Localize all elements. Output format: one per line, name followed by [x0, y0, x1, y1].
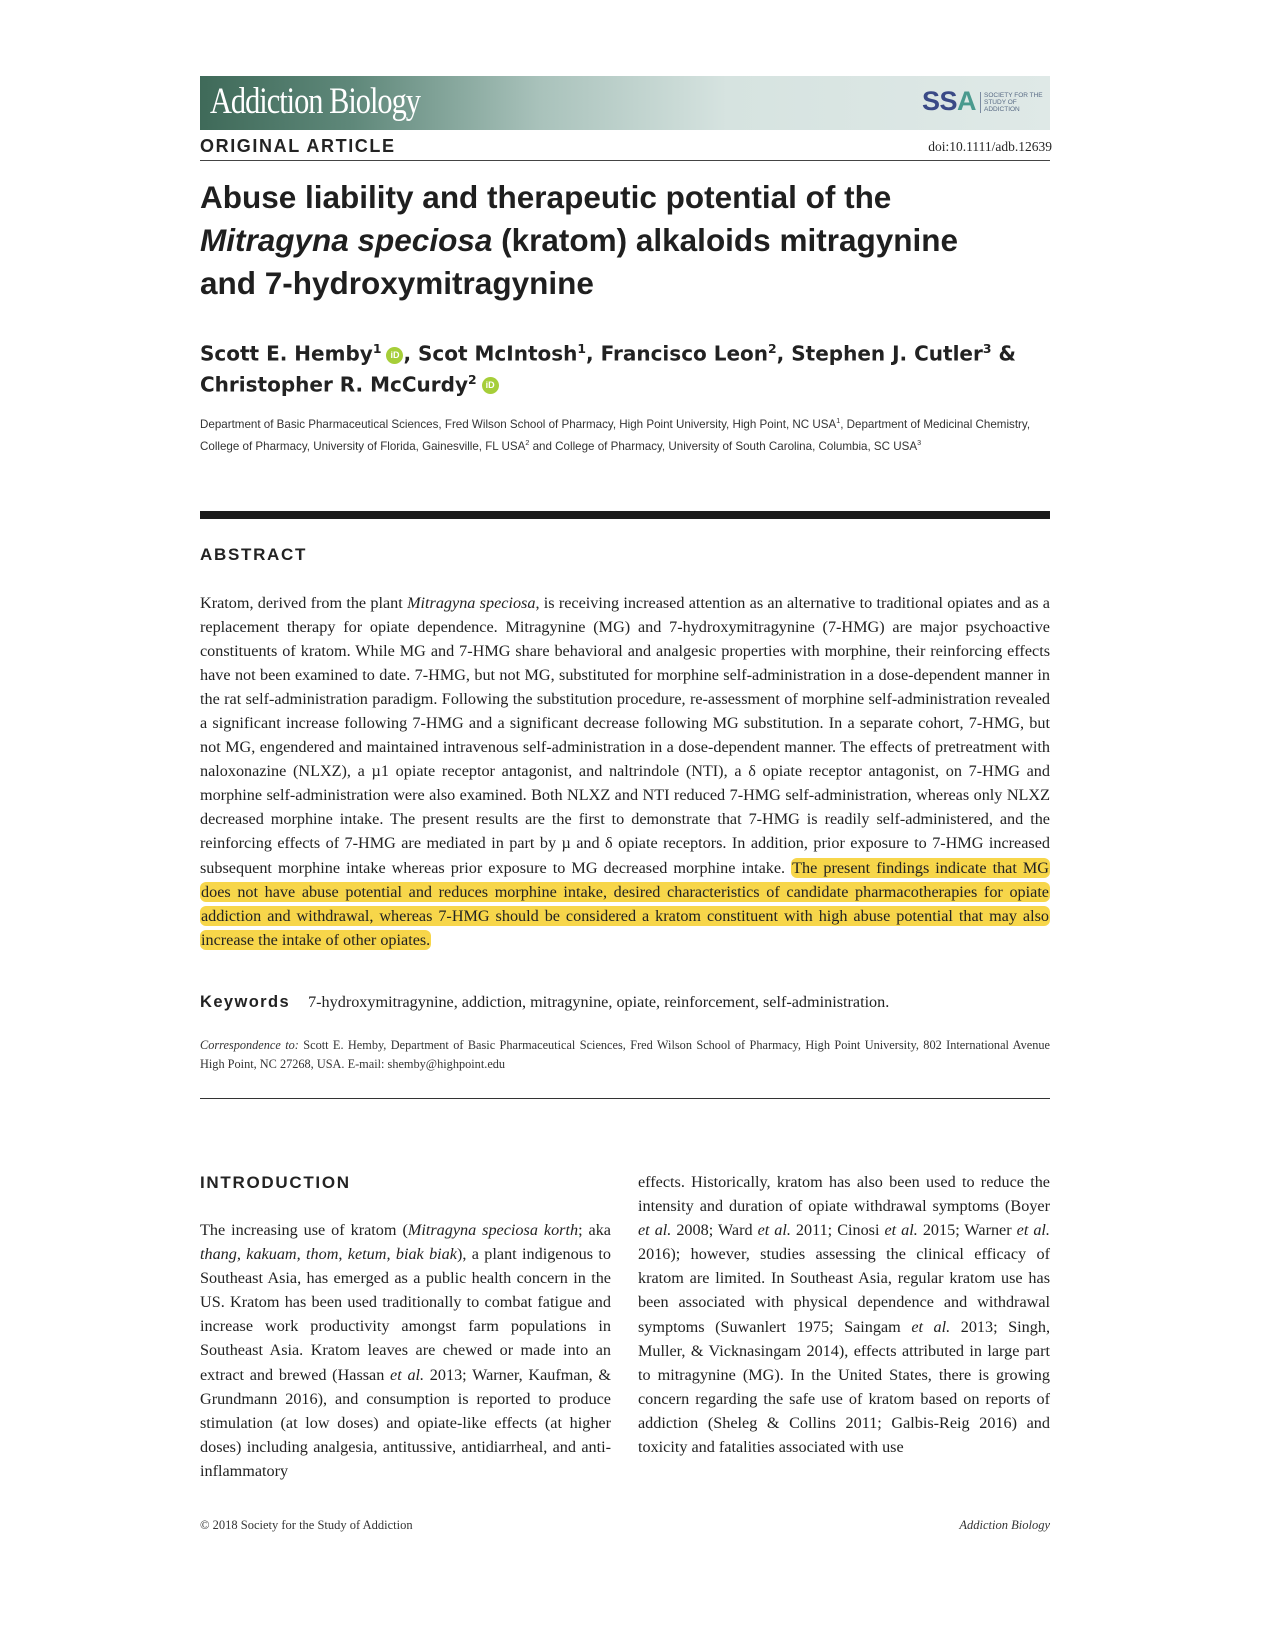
keywords	[200, 993, 1050, 1012]
body-text: ), a plant indigenous to Southeast Asia, has emerged as a public health concern in the US. Kratom has been used traditionally to combat fatigue and increase work productivity amongst farm populations in Southeast Asia. Kratom leaves are chewed or made into an extract and brewed (Hassan	[200, 1245, 611, 1384]
body-italic: Mitragyna speciosa korth	[407, 1221, 579, 1239]
orcid-icon[interactable]: iD	[482, 377, 499, 394]
affiliations	[200, 412, 1052, 457]
author-affiliation-mark: 1	[577, 341, 587, 356]
title-species: Mitragyna speciosa	[200, 222, 493, 258]
abstract-text-part: , is receiving increased attention as an alternative to traditional opiates and as a replacement therapy for opiate dependence. Mitragynine (MG) and 7-hydroxymitragynine (7-HMG) are major psychoactive constituents of kratom. While MG and 7-HMG share behavioral and analgesic properties with morphine, their reinforcing effects have not been examined to date. 7-HMG, but not MG, substituted for morphine self-administration in a dose-dependent manner in the rat self-administration paradigm. Following the substitution procedure, re-assessment of morphine self-administration revealed a significant increase following 7-HMG and a significant decrease following MG substitution. In a separate cohort, 7-HMG, but not MG, engendered and maintained intravenous self-administration in a dose-dependent manner. The effects of pretreatment with naloxonazine (NLXZ), a µ1 opiate receptor antagonist, and naltrindole (NTI), a δ opiate receptor antagonist, on 7-HMG and morphine self-administration were also examined. Both NLXZ and NTI reduced 7-HMG self-administration, whereas only NLXZ decreased morphine intake. The present results are the first to demonstrate that 7-HMG is readily self-administered, and the reinforcing effects of 7-HMG are mediated in part by µ and δ opiate receptors. In addition, prior exposure to 7-HMG increased subsequent morphine intake whereas prior exposure to MG decreased morphine intake.	[200, 594, 1050, 877]
title-line-1: Abuse liability and therapeutic potential of the	[200, 179, 892, 215]
footer-journal: Addiction Biology	[959, 1518, 1050, 1532]
article-title	[200, 176, 1050, 305]
affiliation-mark: 2	[525, 438, 530, 448]
body-italic: et al.	[390, 1365, 425, 1384]
doi: doi:10.1111/adb.12639	[928, 139, 1052, 154]
body-text: ; aka	[578, 1221, 611, 1239]
body-italic: et al.	[1016, 1221, 1050, 1240]
footer-copyright: © 2018 Society for the Study of Addiction	[200, 1518, 413, 1532]
body-italic: et al.	[757, 1221, 791, 1240]
orcid-icon[interactable]: iD	[386, 347, 403, 364]
author-name[interactable]: Christopher R. McCurdy	[200, 372, 469, 397]
introduction-column-right	[638, 1170, 1050, 1459]
body-text: The increasing use of kratom (	[200, 1221, 408, 1239]
ssa-logo-letters: SSA	[922, 86, 977, 116]
abstract-divider	[200, 511, 1050, 519]
abstract-species: Mitragyna speciosa	[407, 594, 536, 612]
keywords-text: 7-hydroxymitragynine, addiction, mitragynine, opiate, reinforcement, self-administration.	[308, 993, 890, 1011]
introduction-heading: INTRODUCTION	[200, 1173, 351, 1192]
ssa-logo-letter: A	[957, 86, 977, 116]
author-affiliation-mark: 2	[768, 341, 777, 356]
author-name[interactable]: Scott E. Hemby	[200, 341, 373, 366]
affiliation-text: , Department of Medicinal Chemistry, College of Pharmacy, University of Florida, Gainesville, FL USA	[200, 417, 1031, 454]
ssa-logo	[922, 86, 1042, 120]
affiliation-mark: 1	[836, 416, 841, 425]
author-list: Scott E. Hemby$^1$ iD , Scot McIntosh$^1$, Francisco Leon$^2$, Stephen J. Cutler$^3$ & Christopher R. McCurdy$^2$ iD	[200, 341, 1016, 397]
abstract-text	[200, 591, 1050, 952]
abstract-highlight: The present findings indicate that MG does not have abuse potential and reduces morphine intake, desired characteristics of candidate pharmacotherapies for opiate addiction and withdrawal, whereas 7-HMG should be considered a kratom constituent with high abuse potential that may also increase the intake of other opiates.	[201, 858, 1050, 949]
abstract-heading: ABSTRACT	[200, 545, 308, 564]
author-affiliation-mark: 2	[468, 371, 477, 387]
correspondence	[200, 1036, 1050, 1074]
affiliation-text: Department of Basic Pharmaceutical Sciences, Fred Wilson School of Pharmacy, High Point University, High Point, NC USA	[200, 417, 837, 431]
keywords-label: Keywords	[200, 993, 291, 1011]
journal-name: Addiction Biology	[210, 81, 420, 122]
abstract-text-part: Kratom, derived from the plant	[200, 594, 408, 612]
body-italic: thang, kakuam, thom, ketum, biak biak	[200, 1245, 457, 1264]
correspondence-text[interactable]: Scott E. Hemby, Department of Basic Pharmaceutical Sciences, Fred Wilson School of Pharmacy, High Point University, 802 International Avenue High Point, NC 27268, USA. E-mail: shemby@highpoint.edu	[200, 1038, 1050, 1071]
body-italic: et al.	[638, 1221, 672, 1240]
correspondence-label: Correspondence to:	[200, 1038, 299, 1052]
journal-banner	[200, 76, 1050, 130]
title-line-2: (kratom) alkaloids mitragynine	[492, 222, 958, 258]
body-text: effects. Historically, kratom has also been used to reduce the intensity and duration of opiate withdrawal symptoms (Boyer	[638, 1173, 1050, 1216]
body-text: 2013; Warner, Kaufman, & Grundmann 2016), and consumption is reported to produce stimulation (at low doses) and opiate-like effects (at higher doses) including analgesia, antitussive, antidiarrheal, and anti-inflammatory	[200, 1365, 612, 1480]
article-type: ORIGINAL ARTICLE	[200, 136, 396, 156]
affiliation-text: and College of Pharmacy, University of South Carolina, Columbia, SC USA	[529, 440, 918, 454]
body-italic: et al.	[884, 1221, 918, 1240]
body-italic: et al.	[911, 1317, 951, 1336]
section-rule	[200, 1098, 1050, 1099]
body-text: 2011; Cinosi	[790, 1221, 885, 1240]
author-affiliation-mark: 3	[982, 341, 992, 356]
introduction-column-left	[200, 1218, 611, 1483]
body-text: 2015; Warner	[917, 1221, 1017, 1240]
body-text: 2008; Ward	[671, 1221, 758, 1240]
author-affiliation-mark: 1	[372, 341, 382, 356]
title-line-3: and 7-hydroxymitragynine	[200, 265, 594, 301]
ssa-logo-caption: SOCIETY FOR THE STUDY OF ADDICTION	[980, 92, 1048, 113]
body-text: 2013; Singh, Muller, & Vicknasingam 2014), effects attributed in large part to mitragynine (MG). In the United States, there is growing concern regarding the safe use of kratom based on reports of addiction (Sheleg & Collins 2011; Galbis-Reig 2016) and toxicity and fatalities associated with use	[638, 1317, 1050, 1457]
author-name[interactable]: Stephen J. Cutler	[791, 341, 983, 366]
author-name[interactable]: Scot McIntosh	[418, 341, 578, 366]
affiliation-mark: 3	[917, 438, 922, 448]
body-text: 2016); however, studies assessing the clinical efficacy of kratom are limited. In Southeast Asia, regular kratom use has been associated with physical dependence and withdrawal symptoms (Suwanlert 1975; Saingam	[638, 1245, 1050, 1336]
header-rule	[200, 160, 1050, 161]
author-name[interactable]: Francisco Leon	[600, 341, 769, 366]
